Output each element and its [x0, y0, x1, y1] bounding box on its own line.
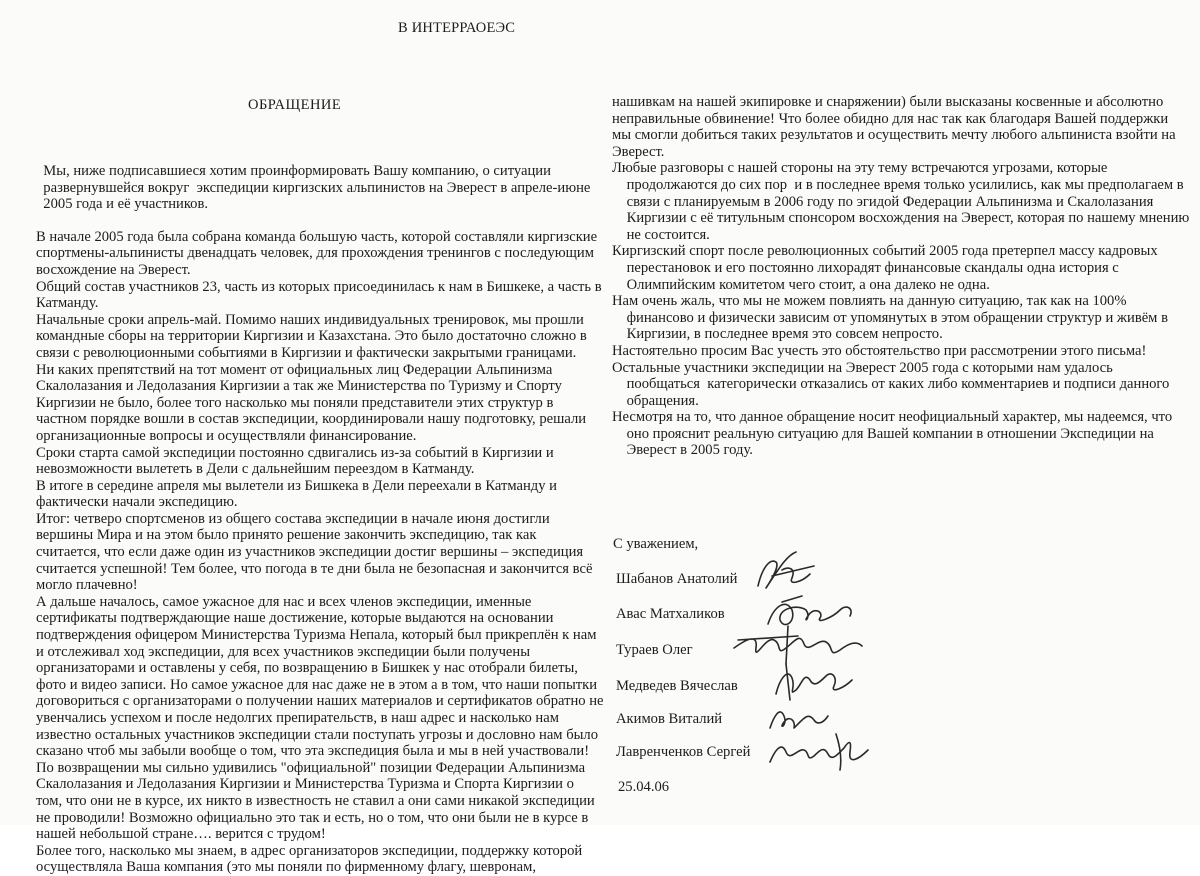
text-line: Мы, ниже подписавшиеся хотим проинформировать Вашу компанию, о ситуации: [36, 163, 551, 179]
signer-name: Шабанов Анатолий: [616, 571, 738, 587]
text-line: Киргизии с её титульным спонсором восхождения на Эверест, которая по нашему мнению: [612, 210, 1190, 227]
text-line: известно остальных участников экспедиции стали поступать угрозы и дословно нам было: [36, 726, 599, 743]
text-line: организационные вопросы и осуществляли финансирование.: [36, 427, 417, 444]
text-line: считается успешной! Тем более, что погода в те дни была не безопасная и закончится всё: [36, 560, 593, 577]
text-line: Скалолазания и Ледолазания Киргизии и Министерства Туризма и Спорта Киргизии о: [36, 776, 574, 793]
signer-name: Акимов Виталий: [616, 711, 723, 727]
text-line: организаторами и оставлены у себя, по возвращению в Бишкек у нас отобрали билеты,: [36, 660, 578, 677]
text-line: перестановок и его постоянно лихорадят финансовые скандалы одна история с: [612, 259, 1119, 276]
text-line: Настоятельно просим Вас учесть это обстоятельство при рассмотрении этого письма!: [612, 342, 1147, 359]
signer-name: Тураев Олег: [616, 642, 693, 658]
text-line: вершины Мира и на этом было принято решение закончить экспедицию, так как: [36, 527, 537, 544]
text-line: пообщаться категорически отказались от каких либо комментариев и подписи данного: [612, 376, 1170, 393]
text-line: Киргизии не было, более того насколько мы поняли представители этих структур в: [36, 394, 554, 411]
text-line: не состоится.: [612, 226, 710, 243]
text-line: Киргизский спорт после революционных событий 2005 года претерпел массу кадровых: [612, 243, 1158, 260]
text-line: Более того, насколько мы знаем, в адрес организаторов экспедиции, поддержку которой: [36, 842, 583, 859]
text-line: нашивкам на нашей экипировке и снаряжении) были высказаны косвенные и абсолютно: [612, 94, 1164, 110]
text-line: Начальные сроки апрель-май. Помимо наших индивидуальных тренировок, мы прошли: [36, 311, 584, 328]
text-line: связи с планируемым в 2006 году по эгидой Федерации Альпинизма и Скалолазания: [612, 193, 1154, 210]
text-line: невозможности вылететь в Дели с дальнейшим переездом в Катманду.: [36, 461, 475, 478]
text-line: спортмены-альпинисты двенадцать человек, для прохождения тренингов с последующим: [36, 245, 594, 262]
text-line: Катманду.: [36, 295, 99, 312]
text-line: продолжаются до сих пор и в последнее время только усилились, как мы предполагаем в: [612, 176, 1184, 193]
text-line: Киргизии, в последнее время это совсем непросто.: [612, 326, 943, 343]
text-line: Любые разговоры с нашей стороны на эту тему встречаются угрозами, которые: [612, 160, 1108, 177]
text-line: В начале 2005 года была собрана команда большую часть, которой составляли киргизские: [36, 228, 598, 245]
text-line: не проводили! Возможно официально это так и есть, но о том, что они были не в курсе в: [36, 809, 589, 826]
text-line: считается, что если даже один из участников экспедиции достиг вершины – экспедиция: [36, 544, 584, 561]
text-line: оно прояснит реальную ситуацию для Вашей компании в отношении Экспедиции на: [612, 425, 1154, 442]
text-line: неправильные обвинение! Что более обидно для нас так как благодаря Вашей поддержки: [612, 110, 1169, 127]
text-line: командные сборы на территории Киргизии и Казахстана. Это было достаточно сложно в: [36, 328, 587, 345]
text-line: Сроки старта самой экспедиции постоянно сдвигались из-за событий в Киргизии и: [36, 444, 554, 461]
left-text-column: [36, 163, 604, 876]
text-line: договориться с организаторами о получении наших материалов и сертификатов обратно не: [36, 693, 604, 710]
signer-name: Авас Матхаликов: [616, 606, 725, 622]
text-line: [36, 213, 576, 229]
text-line: частном порядке вошли в состав экспедиции, координировали нашу подготовку, решали: [36, 411, 587, 428]
text-line: фактически начали экспедицию.: [36, 494, 238, 511]
signature-6: [764, 728, 874, 779]
text-line: Скалолазания и Ледолазания Киргизии а так же Министерства по Туризму и Спорту: [36, 378, 562, 395]
letter-title: ОБРАЩЕНИЕ: [248, 97, 342, 113]
text-line: развернувшейся вокруг экспедиции киргизских альпинистов на Эверест в апреле-июне: [36, 179, 591, 196]
text-line: Остальные участники экспедиции на Эверест 2005 года с которыми нам удалось: [612, 359, 1113, 376]
text-line: 2005 года и её участников.: [36, 196, 209, 213]
text-line: обращения.: [612, 392, 699, 409]
text-line: сказано чтоб мы забыли вообще о том, что эта экспедиция была и мы в ней участвовали!: [36, 743, 590, 760]
text-line: финансово и физически зависим от упомянутых в этом обращении структур и живём в: [612, 309, 1168, 326]
text-line: Олимпийским комитетом чего стоит, а она далеко не одна.: [612, 276, 990, 293]
signer-name: Лавренченков Сергей: [616, 744, 751, 760]
text-line: В итоге в середине апреля мы вылетели из Бишкека в Дели переехали в Катманду и: [36, 477, 557, 494]
text-line: подтверждения офицером Министерства Туризма Непала, который был прикреплён к нам: [36, 627, 597, 644]
text-line: Общий состав участников 23, часть из которых присоединилась к нам в Бишкеке, а часть в: [36, 278, 602, 295]
text-line: Итог: четверо спортсменов из общего состава экспедиции в начале июня достигли: [36, 510, 550, 527]
text-line: Ни каких препятствий на тот момент от официальных лиц Федерации Альпинизма: [36, 361, 553, 378]
text-line: том, что они не в курсе, их никто в известность не ставил а они сами никакой экспедиции: [36, 792, 595, 809]
text-line: Несмотря на то, что данное обращение носит неофициальный характер, мы надеемся, что: [612, 409, 1173, 426]
text-line: увенчались успехом и после недолгих препирательств, в наш адрес и насколько нам: [36, 710, 559, 726]
text-line: сертификаты подтверждающие наше достижение, которые выдаются на основании: [36, 610, 554, 627]
signer-name: Медведев Вячеслав: [616, 678, 738, 694]
text-line: связи с революционными событиями в Киргизии и фактически закрытыми границами.: [36, 344, 577, 361]
text-line: А дальше началось, самое ужасное для нас и всех членов экспедиции, именные: [36, 593, 532, 610]
text-line: По возвращении мы сильно удивились "официальной" позиции Федерации Альпинизма: [36, 759, 586, 776]
text-line: Эверест в 2005 году.: [612, 442, 753, 459]
text-line: могло плачевно!: [36, 577, 138, 594]
closing-regards: С уважением,: [613, 536, 699, 552]
text-line: восхождение на Эверест.: [36, 261, 191, 278]
text-line: нашей небольшой стране…. верится с трудом!: [36, 826, 326, 843]
letter-date: 25.04.06: [618, 779, 670, 795]
text-line: и отслеживал ход экспедиции, для всех участников экспедиции были получены: [36, 643, 531, 660]
right-text-column: [612, 94, 1197, 459]
text-line: мы смогли добиться таких результатов и осуществить мечту любого альпиниста взойти на: [612, 127, 1176, 144]
recipient-header: В ИНТЕРРАОЕЭС: [398, 20, 516, 36]
text-line: Эверест.: [612, 143, 665, 160]
text-line: осуществляла Ваша компания (это мы поняли по фирменному флагу, шевронам,: [36, 859, 537, 876]
text-line: фото и видео записи. Но самое ужасное для нас даже не в этом а в том, что наши попытки: [36, 676, 598, 693]
text-line: Нам очень жаль, что мы не можем повлиять на данную ситуацию, так как на 100%: [612, 293, 1127, 310]
